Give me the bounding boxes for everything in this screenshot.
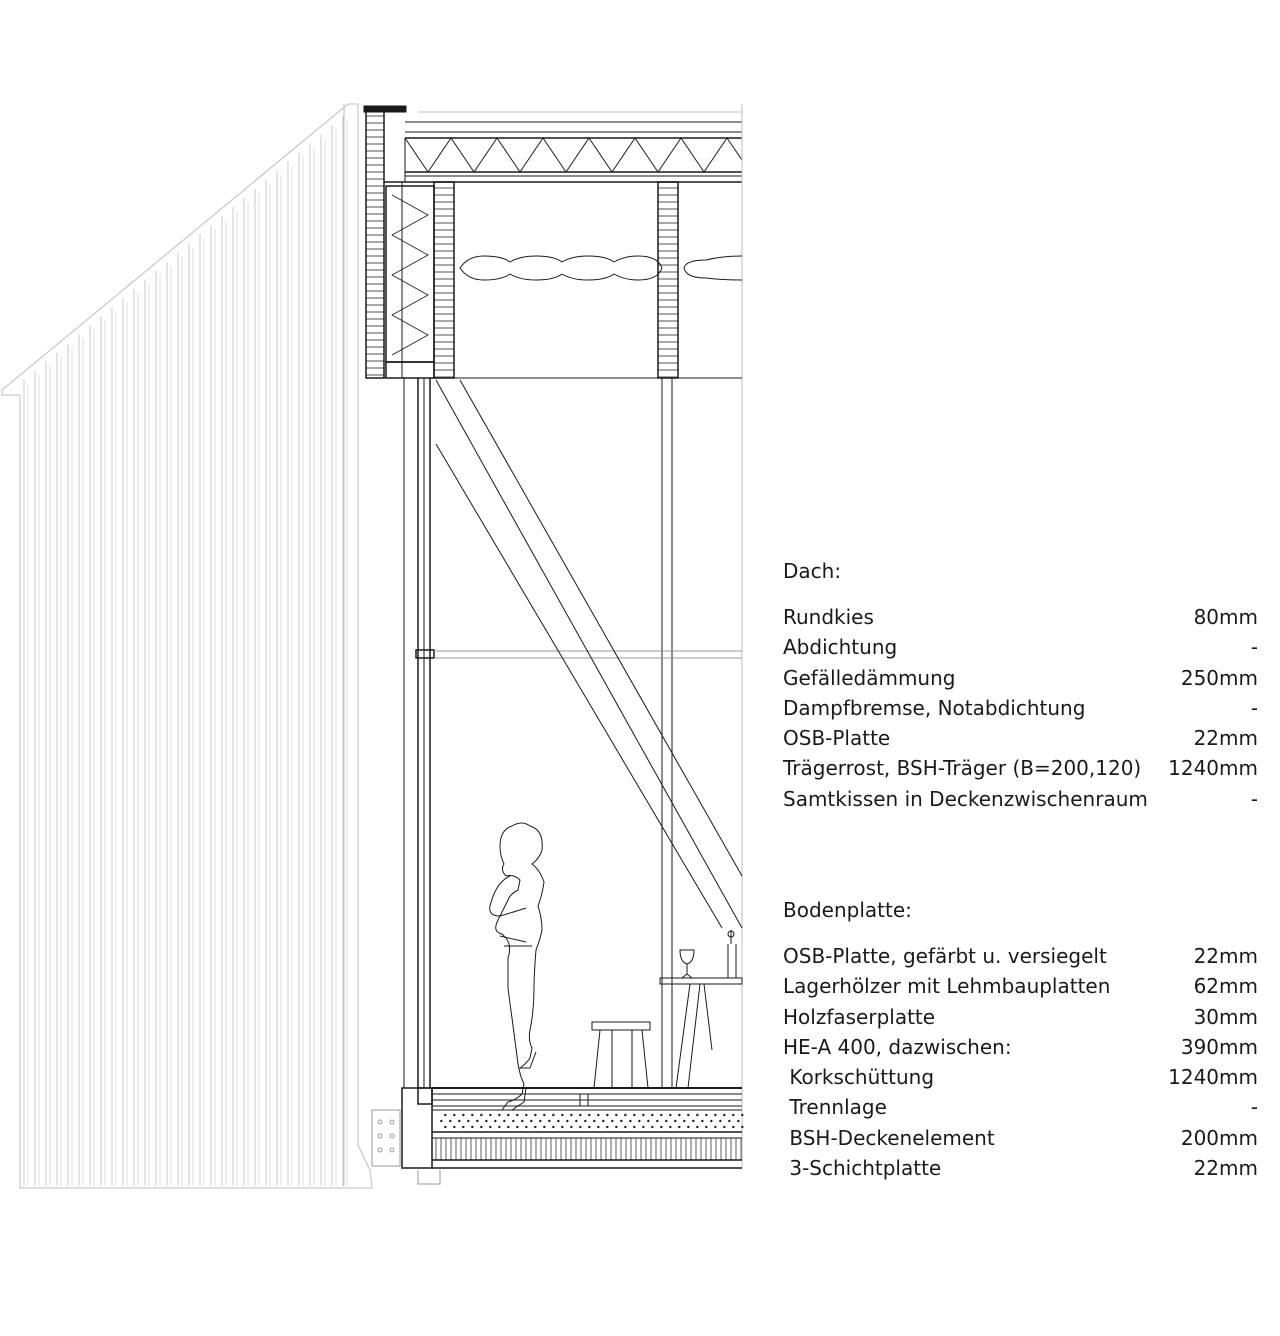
layer-name: Trägerrost, BSH-Träger (B=200,120) [783,756,1142,781]
stool [592,1022,650,1088]
diagonal-brace [436,380,742,928]
facade-elevation [2,104,372,1188]
layer-name: Holzfaserplatte [783,1004,936,1029]
interior-column [658,182,678,1088]
layer-value: 22mm [1193,726,1258,751]
layer-name: HE-A 400, dazwischen: [783,1034,1012,1059]
column-hatch-b [658,188,678,377]
layer-name: OSB-Platte, gefärbt u. versiegelt [783,944,1107,968]
layer-name: Rundkies [783,605,874,629]
layer-name: Abdichtung [783,635,898,660]
layer-name: 3-Schichtplatte [783,1156,942,1181]
layer-value: 200mm [1180,1125,1258,1150]
sill-bracket [372,1110,440,1184]
layer-name: Samtkissen in Deckenzwischenraum [783,786,1148,811]
layer-row [783,1002,1258,1032]
floor-layers-legend [783,895,1258,1183]
layer-name: Trennlage [783,1095,887,1120]
layer-name: Dampfbremse, Notabdichtung [783,695,1086,720]
roof-buildup [384,104,742,1168]
roof-layers-legend [783,556,1258,814]
layer-row [783,1062,1258,1092]
facade-battens [24,116,347,1186]
layer-value: 1240mm [1168,1065,1258,1090]
layer-value: 390mm [1180,1034,1258,1059]
layer-row [783,723,1258,753]
layer-name: BSH-Deckenelement [783,1125,995,1150]
roof-title: Dach: [783,559,842,583]
layer-row [783,1123,1258,1153]
layer-row [783,663,1258,693]
layer-row [783,753,1258,783]
layer-row [783,784,1258,814]
layer-row [783,602,1258,632]
layer-row [783,941,1258,971]
parapet-hatch [366,116,384,375]
layer-name: Lagerhölzer mit Lehmbauplatten [783,974,1111,999]
layer-value: 1240mm [1168,756,1258,781]
floor-hatch [436,1138,741,1160]
floor-title: Bodenplatte: [783,898,912,922]
layer-value: 80mm [1193,605,1258,629]
layer-row [783,1092,1258,1122]
person-figure [490,823,544,1110]
layer-value: - [1250,695,1258,720]
roof-insulation-zigzag [405,138,742,172]
velvet-cushions [460,256,742,280]
layer-value: 22mm [1193,1156,1258,1181]
column-hatch-a [434,188,454,377]
layer-value: 250mm [1180,665,1258,690]
layer-value: - [1250,635,1258,660]
parapet-wall [364,106,454,378]
layer-row [783,971,1258,1001]
layer-value: - [1250,1095,1258,1120]
layer-value: 22mm [1193,944,1258,968]
floor-buildup [402,1088,743,1168]
layer-name: Korkschüttung [783,1065,935,1090]
layer-row [783,1153,1258,1183]
wall-insulation-zigzag [392,195,428,355]
layer-row [783,1032,1258,1062]
floor-gravel-fill [441,1114,743,1127]
layer-value: - [1250,786,1258,811]
glazing [358,330,742,1088]
layer-row [783,632,1258,662]
layer-name: OSB-Platte [783,726,891,751]
layer-value: 30mm [1193,1004,1258,1029]
layer-name: Gefälledämmung [783,665,956,690]
layer-row [783,693,1258,723]
layer-value: 62mm [1193,974,1258,999]
